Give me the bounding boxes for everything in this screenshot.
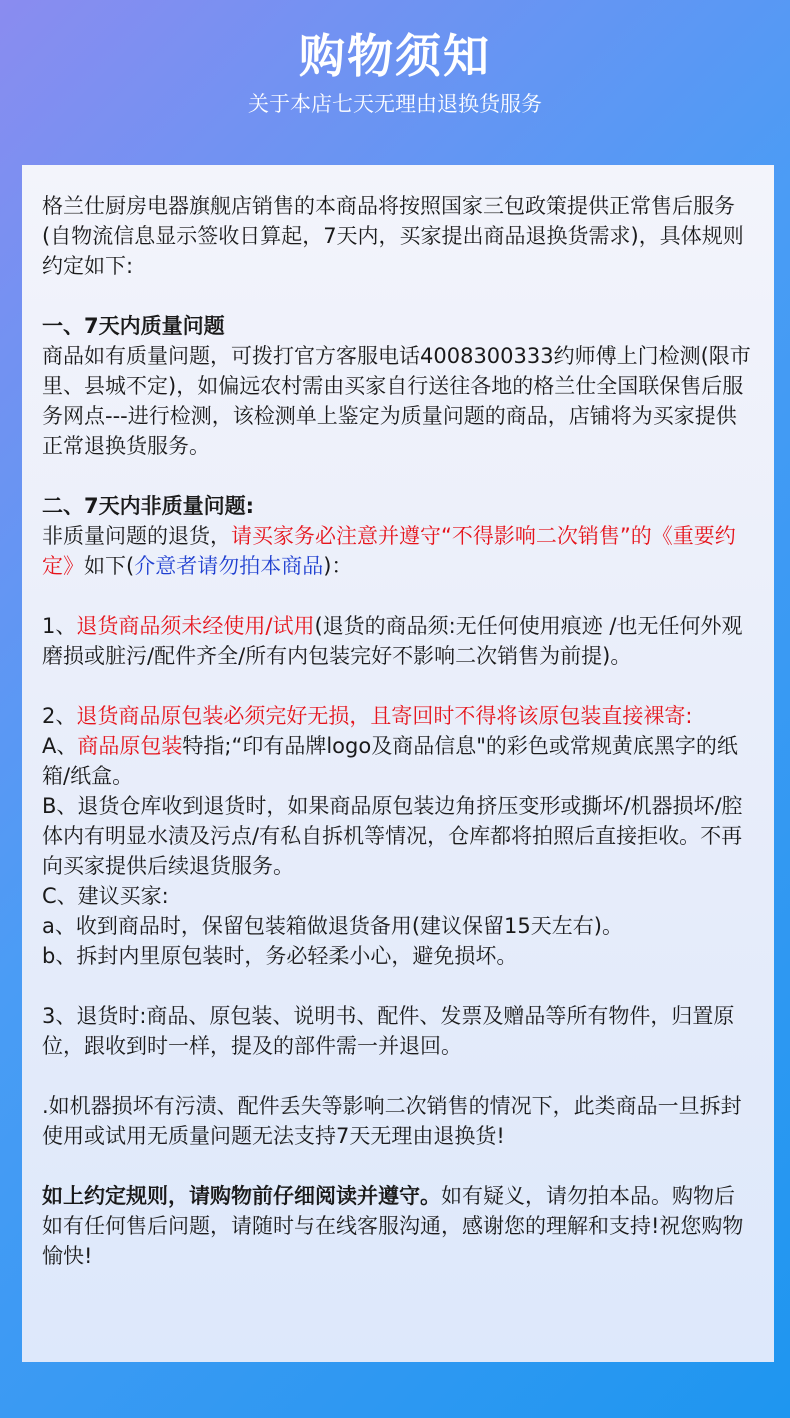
section2-text-a: 非质量问题的退货， — [42, 524, 231, 548]
header — [0, 0, 790, 165]
closing-bold-text: 如上约定规则，请购物前仔细阅读并遵守。 — [42, 1184, 441, 1208]
section2-caution-text: 介意者请勿拍本商品 — [134, 554, 324, 578]
rule3-paragraph: 3、退货时:商品、原包装、说明书、配件、发票及赠品等所有物件，归置原位，跟收到时一样，提及的部件需一并退回。 — [42, 1004, 735, 1058]
closing-paragraph — [42, 1181, 754, 1271]
note-paragraph: .如机器损坏有污渍、配件丢失等影响二次销售的情况下，此类商品一旦拆封使用或试用无质量问题无法支持7天无理由退换货! — [42, 1094, 742, 1148]
section1-body: 商品如有质量问题，可拨打官方客服电话4008300333约师傅上门检测(限市里、县城不定)，如偏远农村需由买家自行送往各地的格兰仕全国联保售后服务网点---进行检测，该检测单上鉴定为质量问题的商品，店铺将为买家提供正常退换货服务。 — [42, 344, 751, 458]
section2-text-b: 如下( — [84, 554, 135, 578]
rule2-item-c: C、建议买家: — [42, 884, 169, 908]
rule1-prefix: 1、 — [42, 614, 77, 638]
intro-paragraph: 格兰仕厨房电器旗舰店销售的本商品将按照国家三包政策提供正常售后服务(自物流信息显示签收日算起，7天内，买家提出商品退换货需求)，具体规则约定如下: — [42, 194, 744, 278]
rule2-item-c-b: b、拆封内里原包装时，务必轻柔小心，避免损坏。 — [42, 944, 518, 968]
notice-panel — [22, 165, 774, 1362]
rule2-a-highlight: 商品原包装 — [77, 734, 183, 758]
rule2-a-text: 特指;“印有品牌logo及商品信息"的彩色或常规黄底黑字的纸箱/纸盒。 — [42, 734, 738, 788]
section2-heading: 二、7天内非质量问题: — [42, 494, 255, 518]
rule1-text: (退货的商品须:无任何使用痕迹 /也无任何外观磨损或脏污/配件齐全/所有内包装完好不影响二次销售为前提)。 — [42, 614, 743, 668]
page-subtitle: 关于本店七天无理由退换货服务 — [248, 92, 542, 116]
rule2-a-prefix: A、 — [42, 734, 78, 758]
section2-text-c: )： — [323, 554, 353, 578]
rule2-highlight: 退货商品原包装必须完好无损，且寄回时不得将该原包装直接裸寄: — [76, 704, 693, 728]
rule2-paragraph — [42, 701, 754, 731]
section1-heading: 一、7天内质量问题 — [42, 314, 225, 338]
rule2-item-b: B、退货仓库收到退货时，如果商品原包装边角挤压变形或撕坏/机器损坏/腔体内有明显水渍及污点/有私自拆机等情况，仓库都将拍照后直接拒收。不再向买家提供后续退货服务。 — [42, 794, 743, 878]
section2-body — [42, 521, 754, 581]
closing-text: 如有疑义，请勿拍本品。购物后如有任何售后问题，请随时与在线客服沟通，感谢您的理解和支持!祝您购物愉快! — [42, 1184, 744, 1268]
rule1-paragraph — [42, 611, 754, 671]
rule2-prefix: 2、 — [42, 704, 77, 728]
page-title: 购物须知 — [299, 29, 491, 83]
rule2-item-a — [42, 731, 754, 791]
rule2-item-c-a: a、收到商品时，保留包装箱做退货备用(建议保留15天左右)。 — [42, 914, 623, 938]
rule1-highlight: 退货商品须未经使用/试用 — [76, 614, 315, 638]
section2-important-text: 请买家务必注意并遵守“不得影响二次销售”的《重要约定》 — [42, 524, 736, 578]
